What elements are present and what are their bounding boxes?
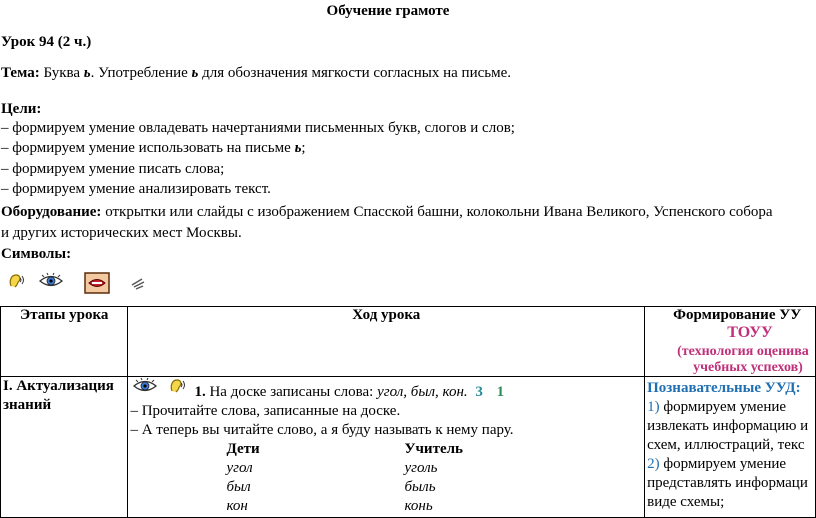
lesson-number: Урок 94 (2 ч.) (1, 34, 92, 50)
mark-3: 3 (475, 384, 483, 400)
topic-text-c: для обозначения мягкости согласных на письме. (198, 65, 511, 81)
document-title: Обучение грамоте (326, 3, 450, 19)
equipment-text: открытки или слайды с изображением Спасской башни, колокольни Ивана Великого, Успенского собора и других исторических мест Москвы. (1, 204, 773, 241)
equipment (1, 202, 781, 244)
instruction-line: – А теперь вы читайте слово, а я буду называть к нему пару. (130, 422, 514, 438)
goal-letter: ь (294, 140, 302, 156)
uud-num-1: 1) (647, 399, 660, 415)
topic-text-a: Буква (39, 65, 84, 81)
header-course-cell (128, 307, 645, 377)
goals-heading: Цели: (1, 101, 42, 117)
stage-cell (1, 377, 128, 518)
header-course: Ход урока (352, 307, 421, 323)
task-number: 1. (194, 384, 206, 400)
lesson-table (0, 306, 816, 518)
uud-line: схем, иллюстраций, текс (647, 437, 805, 453)
goal-item: – формируем умение анализировать текст. (1, 181, 271, 197)
uud-num-2: 2) (647, 456, 660, 472)
header-touu: ТОУУ (727, 324, 773, 341)
header-uud-cell (645, 307, 816, 377)
stage-name-line1: I. Актуализация (3, 378, 114, 394)
pair-child-word: угол (226, 460, 253, 476)
stage-name-line2: знаний (3, 397, 52, 413)
col-teacher: Учитель (404, 441, 463, 457)
task-text: На доске записаны слова: (205, 384, 378, 400)
course-cell (128, 377, 645, 518)
uud-text: формируем умение (659, 456, 787, 472)
table-row (1, 377, 816, 518)
task-line (128, 377, 644, 402)
uud-line (645, 398, 815, 417)
mouth-icon (84, 272, 110, 294)
pair-teacher-word: быль (404, 479, 436, 495)
uud-line: представлять информаци (647, 475, 808, 491)
table-header-row (1, 307, 816, 377)
header-uud: Формирование УУ (673, 307, 802, 323)
goal-item: – формируем умение овладевать начертаниями письменных букв, слогов и слов; (1, 120, 515, 136)
topic-text-b: . Употребление (90, 65, 192, 81)
ear-icon (168, 377, 186, 395)
header-touu-sub2: учебных успехов) (693, 360, 803, 375)
goal-item (1, 140, 306, 157)
uud-line (645, 455, 815, 474)
equipment-label: Оборудование: (1, 204, 102, 220)
uud-text: формируем умение (659, 399, 787, 415)
goal-item: – формируем умение писать слова; (1, 161, 225, 177)
eye-icon (38, 272, 64, 290)
mark-1: 1 (496, 384, 505, 400)
instruction-line: – Прочитайте слова, записанные на доске. (130, 403, 401, 419)
uud-line: извлекать информацию и (647, 418, 809, 434)
uud-line: виде схемы; (647, 494, 725, 510)
uud-heading: Познавательные УУД: (647, 380, 801, 396)
goal-item-tail: ; (301, 140, 306, 156)
header-stages-cell (1, 307, 128, 377)
pair-teacher-word: конь (404, 498, 433, 514)
task-words: угол, был, кон. (377, 384, 468, 400)
eye-icon (132, 377, 158, 395)
col-children: Дети (226, 441, 260, 457)
topic-letter-2: ь (191, 65, 199, 81)
header-touu-sub1: (технология оценива (677, 344, 809, 359)
symbols-label: Символы: (1, 246, 72, 262)
pair-child-word: был (226, 479, 251, 495)
topic-letter: ь (83, 65, 91, 81)
pair-teacher-word: уголь (404, 460, 438, 476)
word-pairs (226, 440, 644, 516)
topic-label: Тема: (1, 65, 40, 81)
pair-child-word: кон (226, 498, 248, 514)
ear-icon (7, 272, 25, 290)
header-stages: Этапы урока (20, 307, 109, 323)
uud-cell (645, 377, 816, 518)
topic-line (1, 65, 511, 82)
hand-icon (130, 276, 146, 292)
goal-item-text: – формируем умение использовать на письме (1, 140, 295, 156)
